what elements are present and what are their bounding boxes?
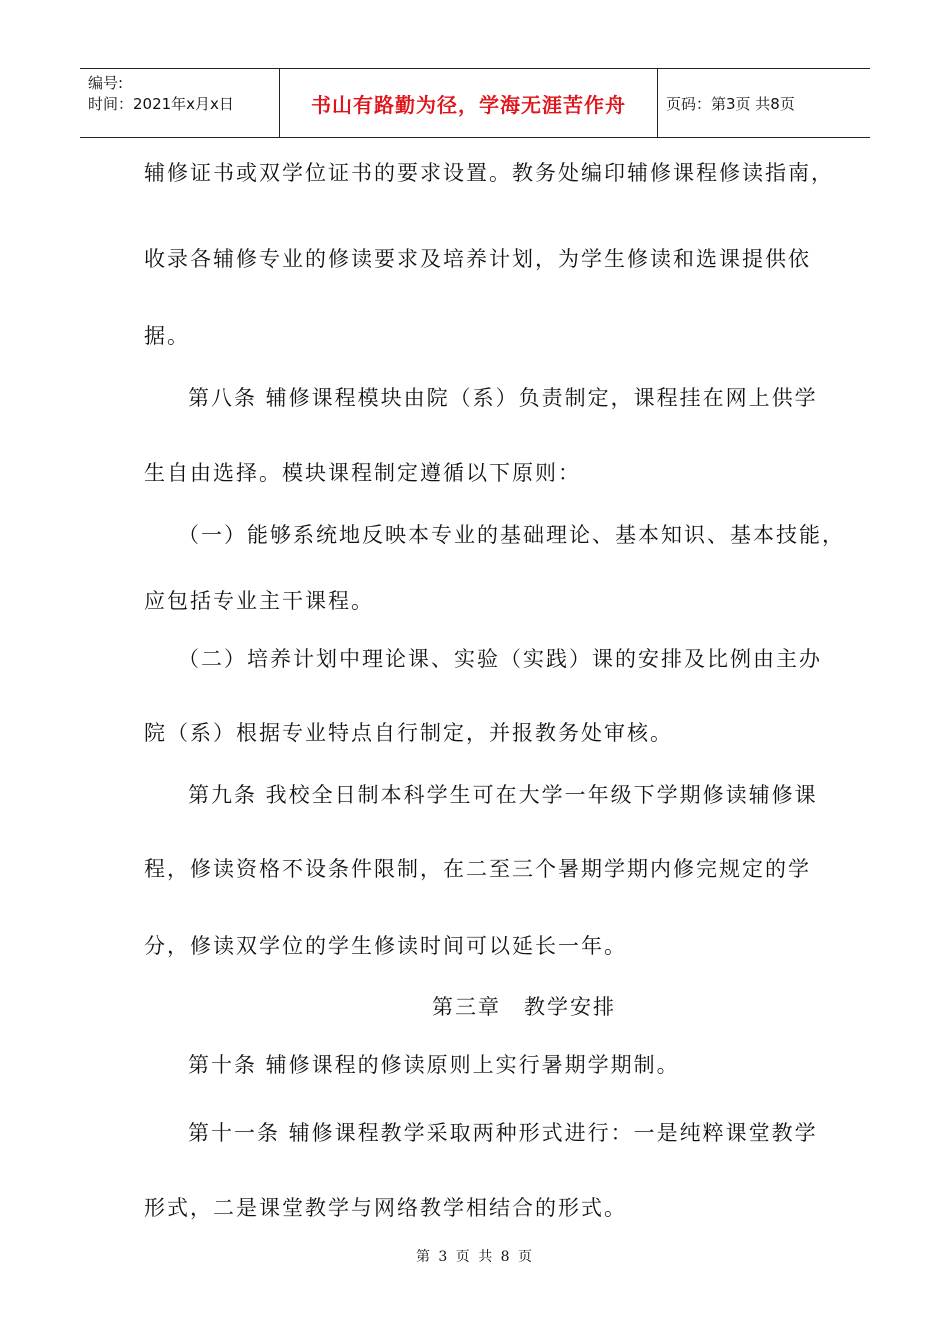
body-line: 程，修读资格不设条件限制，在二至三个暑期学期内修完规定的学 xyxy=(144,857,811,881)
article-10-line: 第十条 辅修课程的修读原则上实行暑期学期制。 xyxy=(188,1053,680,1077)
header-motto: 书山有路勤为径，学海无涯苦作舟 xyxy=(280,69,658,137)
article-9-line: 第九条 我校全日制本科学生可在大学一年级下学期修读辅修课 xyxy=(188,783,818,807)
body-line: 生自由选择。模块课程制定遵循以下原则： xyxy=(144,461,581,485)
article-11-line: 第十一条 辅修课程教学采取两种形式进行：一是纯粹课堂教学 xyxy=(188,1121,818,1145)
document-time-label: 时间：2021年x月x日 xyxy=(88,95,234,113)
page-footer: 第 3 页 共 8 页 xyxy=(415,1249,535,1265)
chapter-3-heading: 第三章 教学安排 xyxy=(432,995,616,1019)
body-line: 分，修读双学位的学生修读时间可以延长一年。 xyxy=(144,934,627,958)
body-line: 据。 xyxy=(144,324,190,348)
page-header xyxy=(80,68,870,138)
article-8-line: 第八条 辅修课程模块由院（系）负责制定，课程挂在网上供学 xyxy=(188,386,818,410)
body-line: 收录各辅修专业的修读要求及培养计划，为学生修读和选课提供依 xyxy=(144,247,811,271)
body-line: 辅修证书或双学位证书的要求设置。教务处编印辅修课程修读指南， xyxy=(144,161,834,185)
body-line: 应包括专业主干课程。 xyxy=(144,589,374,613)
body-line: 形式，二是课堂教学与网络教学相结合的形式。 xyxy=(144,1196,627,1220)
item-2-line: （二）培养计划中理论课、实验（实践）课的安排及比例由主办 xyxy=(178,647,822,671)
header-meta-cell xyxy=(80,69,280,137)
body-line: 院（系）根据专业特点自行制定，并报教务处审核。 xyxy=(144,721,673,745)
header-page-code: 页码：第3页 共8页 xyxy=(666,94,795,113)
item-1-line: （一）能够系统地反映本专业的基础理论、基本知识、基本技能， xyxy=(178,523,845,547)
document-number-label: 编号: xyxy=(88,74,124,92)
